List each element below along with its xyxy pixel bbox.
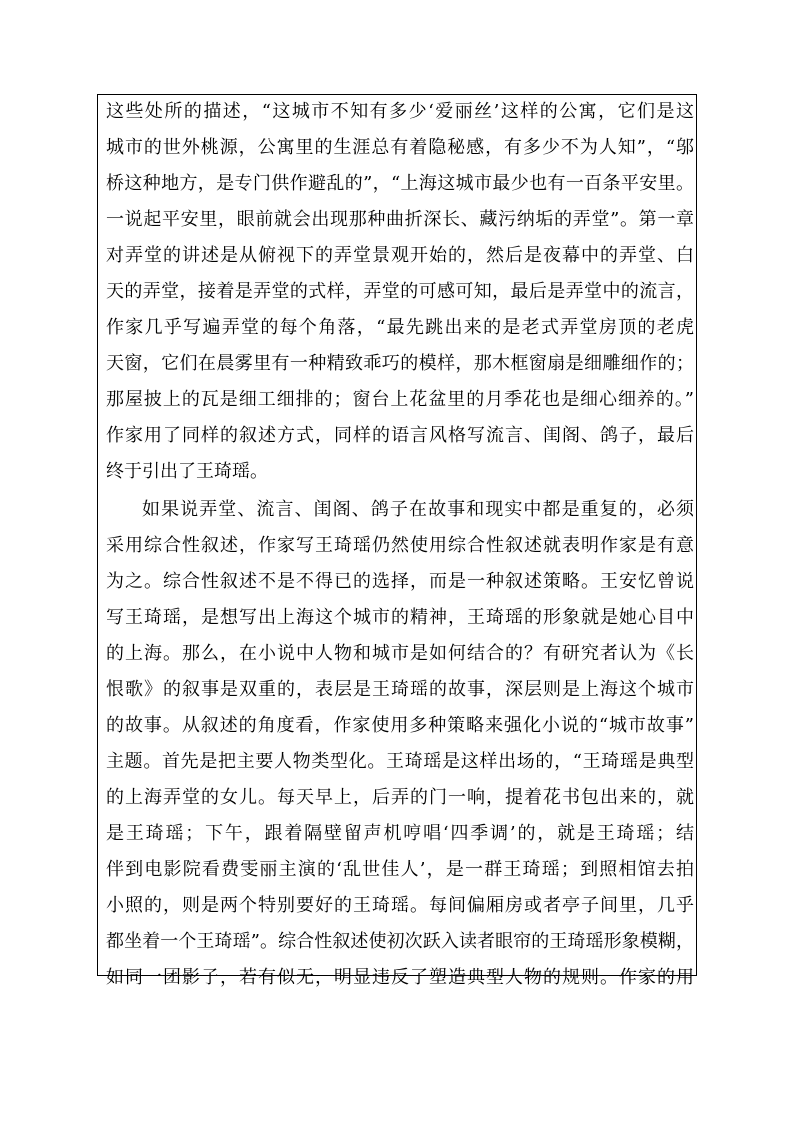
text-line: 一说起平安里，眼前就会出现那种曲折深长、藏污纳垢的弄堂”。第一章 [106,209,694,230]
text-line: 如果说弄堂、流言、闺阁、鸽子在故事和现实中都是重复的，必须 [142,499,694,520]
text-line: 作家用了同样的叙述方式，同样的语言风格写流言、闺阁、鸽子，最后 [106,425,694,446]
text-line: 如同一团影子，若有似无，明显违反了塑造典型人物的规则。作家的用 [106,967,694,988]
text-line: 城市的世外桃源，公寓里的生涯总有着隐秘感，有多少不为人知”，“邬 [106,137,694,158]
text-line: 采用综合性叙述，作家写王琦瑶仍然使用综合性叙述就表明作家是有意 [106,535,694,556]
text-line: 终于引出了王琦瑶。 [106,461,268,482]
text-line: 是王琦瑶；下午，跟着隔壁留声机哼唱‘四季调’的，就是王琦瑶；结 [106,823,694,844]
text-line: 桥这种地方，是专门供作避乱的”，“上海这城市最少也有一百条平安里。 [106,173,694,194]
text-line: 天的弄堂，接着是弄堂的式样，弄堂的可感可知，最后是弄堂中的流言， [106,281,694,302]
text-line: 那屋披上的瓦是细工细排的；窗台上花盆里的月季花也是细心细养的。” [106,389,694,410]
text-line: 写王琦瑶，是想写出上海这个城市的精神，王琦瑶的形象就是她心目中 [106,607,694,628]
text-line: 伴到电影院看费雯丽主演的‘乱世佳人’，是一群王琦瑶；到照相馆去拍 [106,859,694,880]
text-line: 的上海弄堂的女儿。每天早上，后弄的门一响，提着花书包出来的，就 [106,787,694,808]
text-line: 都坐着一个王琦瑶”。综合性叙述使初次跃入读者眼帘的王琦瑶形象模糊， [106,931,694,952]
text-line: 为之。综合性叙述不是不得已的选择，而是一种叙述策略。王安忆曾说 [106,571,694,592]
text-line: 的上海。那么，在小说中人物和城市是如何结合的？有研究者认为《长 [106,643,694,664]
text-line: 的故事。从叙述的角度看，作家使用多种策略来强化小说的“城市故事” [106,715,694,736]
text-line: 主题。首先是把主要人物类型化。王琦瑶是这样出场的，“王琦瑶是典型 [106,751,694,772]
text-line: 小照的，则是两个特别要好的王琦瑶。每间偏厢房或者亭子间里，几乎 [106,895,694,916]
text-line: 恨歌》的叙事是双重的，表层是王琦瑶的故事，深层则是上海这个城市 [106,679,694,700]
text-line: 对弄堂的讲述是从俯视下的弄堂景观开始的，然后是夜幕中的弄堂、白 [106,245,694,266]
text-line: 这些处所的描述，“这城市不知有多少‘爱丽丝’这样的公寓，它们是这 [106,101,694,122]
text-line: 天窗，它们在晨雾里有一种精致乖巧的模样，那木框窗扇是细雕细作的； [106,353,694,374]
text-line: 作家几乎写遍弄堂的每个角落，“最先跳出来的是老式弄堂房顶的老虎 [106,317,694,338]
